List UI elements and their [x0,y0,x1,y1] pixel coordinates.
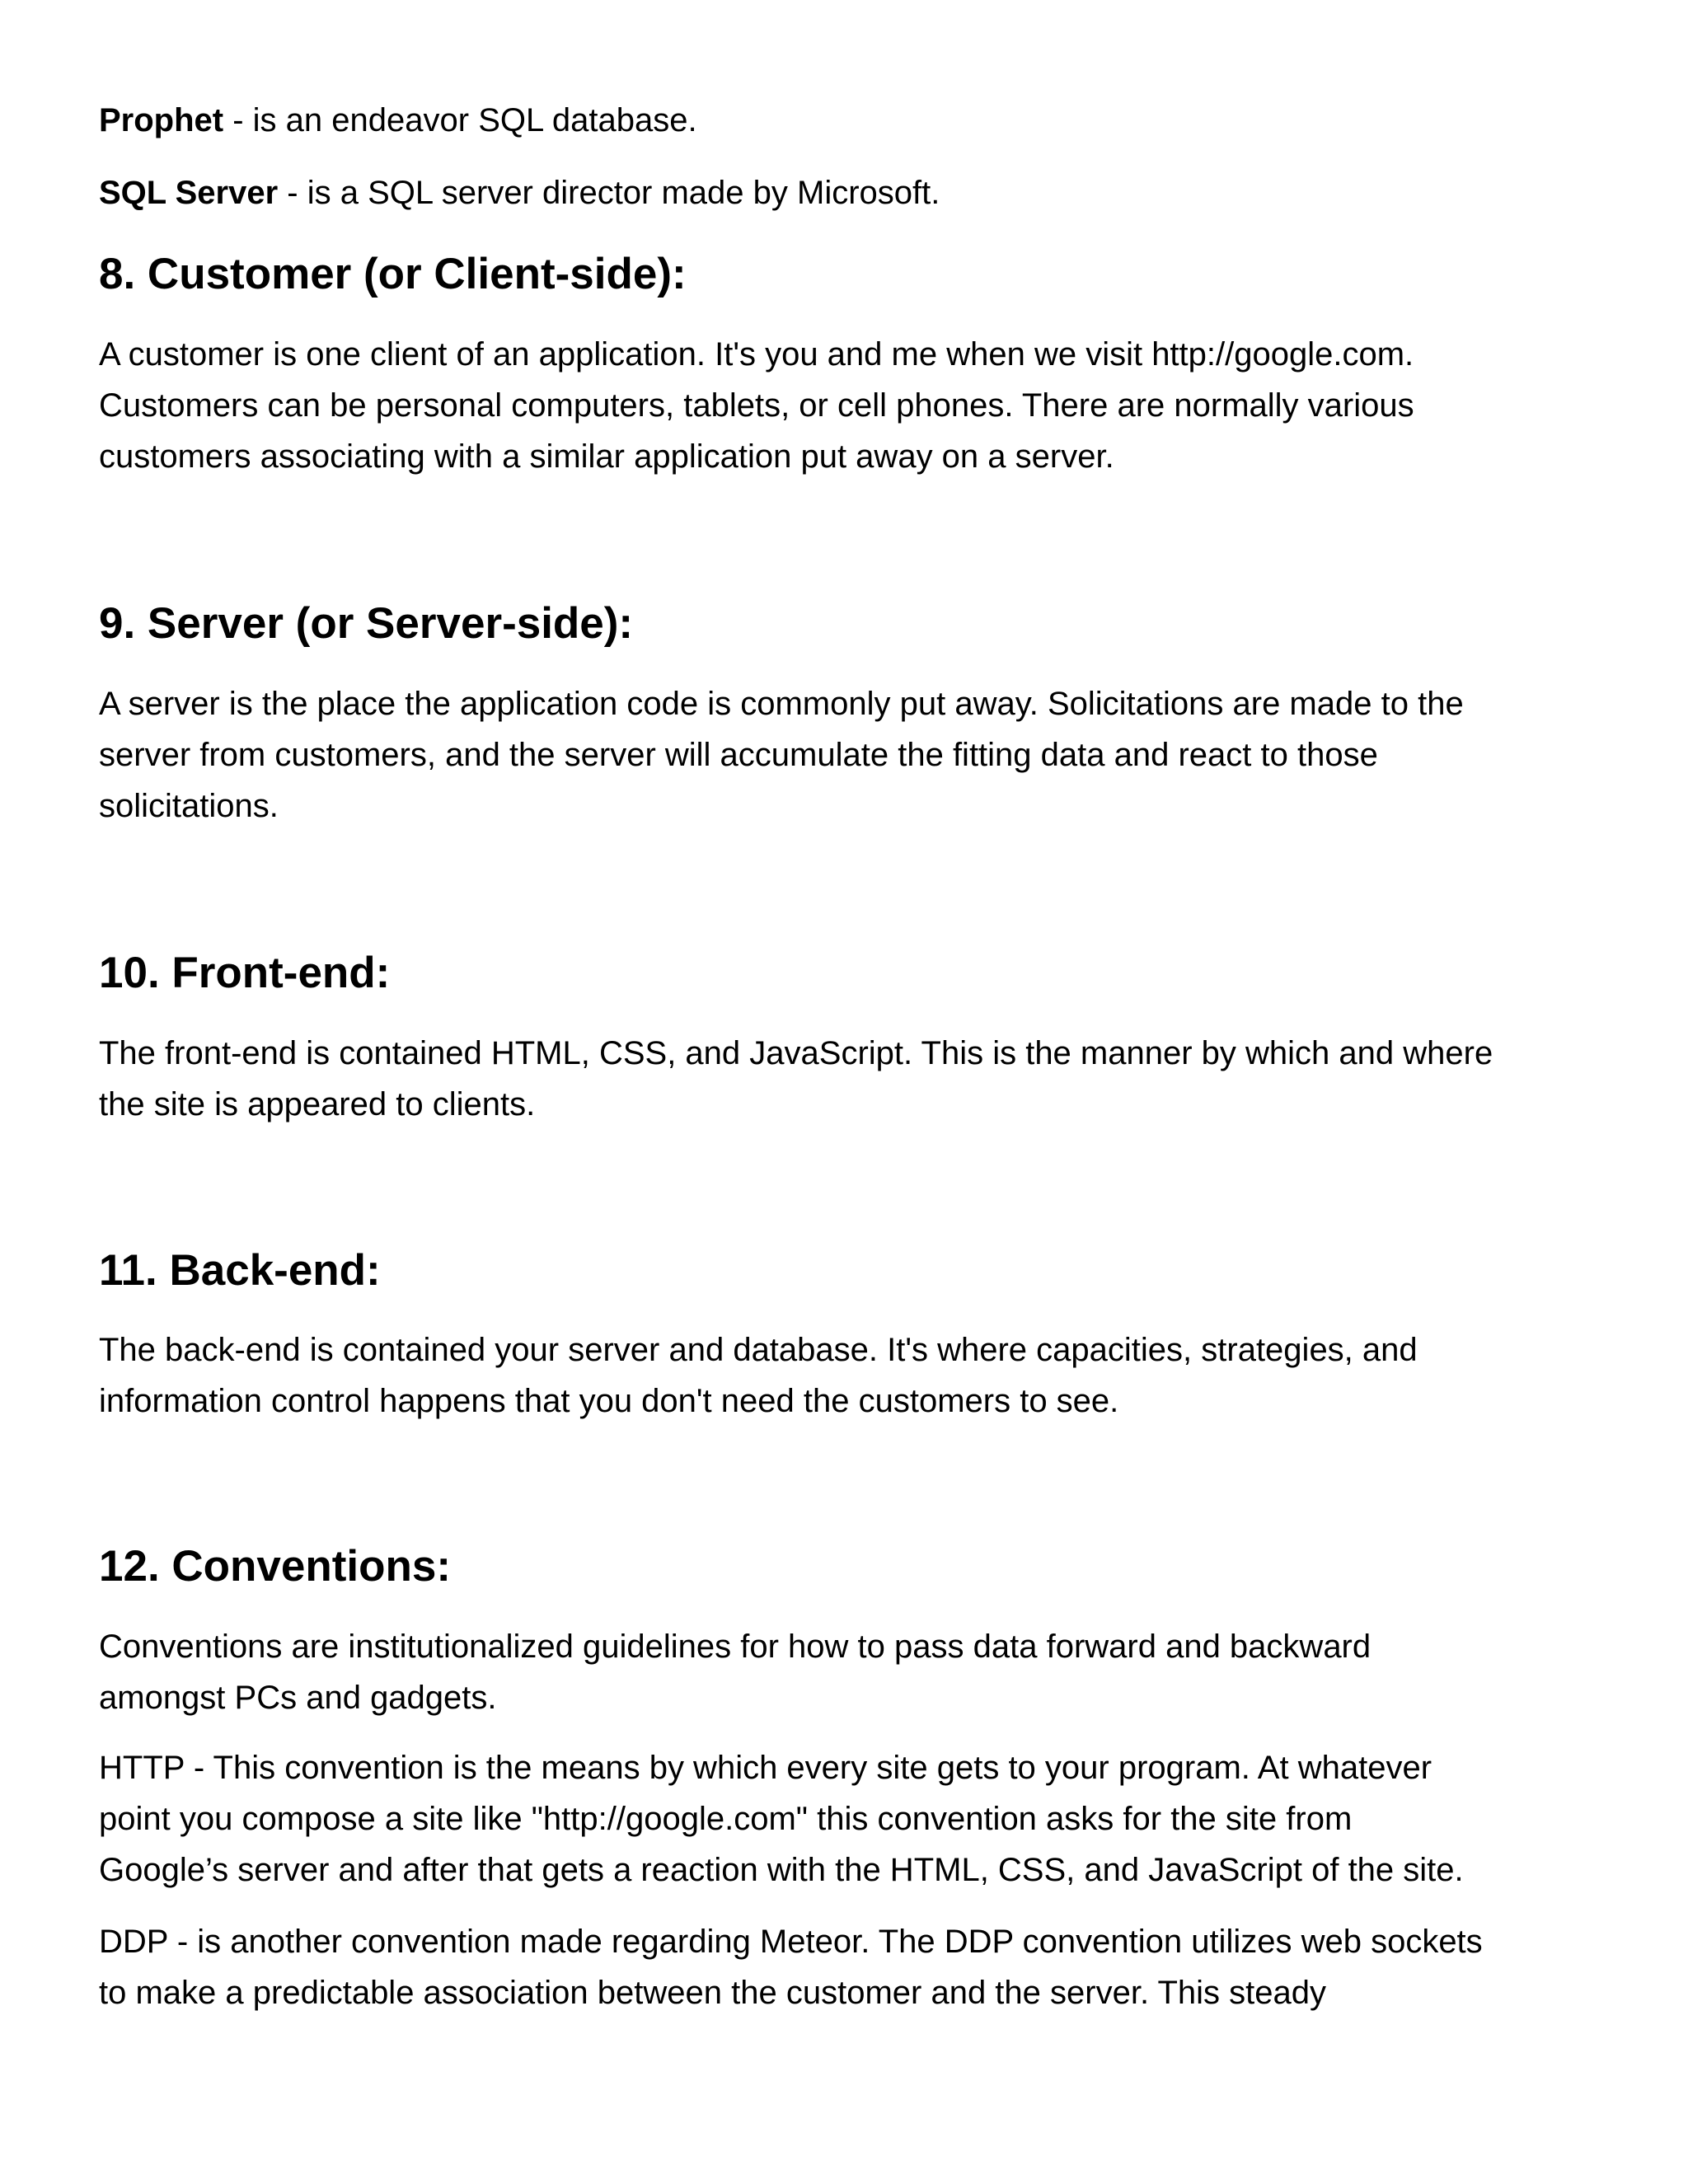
text-line: A customer is one client of an application. It's you and me when we visit http://google.com. [99,336,1414,373]
text-line: customers associating with a similar application put away on a server. [99,438,1114,475]
definition-text: - is a SQL server director made by Microsoft. [278,175,940,211]
text-line: Conventions are institutionalized guidelines for how to pass data forward and backward [99,1629,1372,1665]
section-heading-back-end: 11. Back-end: [99,1246,381,1295]
definition-text: - is an endeavor SQL database. [223,102,697,138]
text-line: The front-end is contained HTML, CSS, and JavaScript. This is the manner by which and where [99,1035,1493,1071]
section-paragraph-http [99,1742,1599,1896]
definition-sql-server [99,167,1599,218]
text-line: server from customers, and the server will accumulate the fitting data and react to those [99,737,1378,773]
text-line: solicitations. [99,788,279,824]
text-line: to make a predictable association between the customer and the server. This steady [99,1975,1326,2011]
section-heading-server: 9. Server (or Server-side): [99,599,634,648]
definition-prophet [99,95,1599,146]
section-paragraph [99,1621,1599,1723]
text-line: A server is the place the application code is commonly put away. Solicitations are made to the [99,686,1464,722]
text-line: DDP - is another convention made regarding Meteor. The DDP convention utilizes web sockets [99,1924,1483,1960]
text-line: HTTP - This convention is the means by which every site gets to your program. At whatever [99,1750,1432,1786]
text-line: The back-end is contained your server and database. It's where capacities, strategies, and [99,1332,1418,1368]
definition-term: SQL Server [99,175,279,211]
definition-term: Prophet [99,102,224,138]
section-paragraph [99,1324,1599,1427]
section-paragraph [99,678,1599,832]
section-heading-conventions: 12. Conventions: [99,1542,452,1591]
text-line: Customers can be personal computers, tablets, or cell phones. There are normally various [99,387,1414,424]
section-paragraph-ddp [99,1916,1599,2018]
section-heading-customer: 8. Customer (or Client-side): [99,250,687,298]
text-line: point you compose a site like "http://google.com" this convention asks for the site from [99,1801,1353,1837]
text-line: amongst PCs and gadgets. [99,1680,497,1716]
text-line: information control happens that you don't need the customers to see. [99,1383,1119,1419]
section-heading-front-end: 10. Front-end: [99,949,391,997]
section-paragraph [99,329,1599,482]
text-line: the site is appeared to clients. [99,1086,536,1122]
text-line: Google’s server and after that gets a reaction with the HTML, CSS, and JavaScript of the site. [99,1852,1464,1888]
section-paragraph [99,1028,1599,1130]
